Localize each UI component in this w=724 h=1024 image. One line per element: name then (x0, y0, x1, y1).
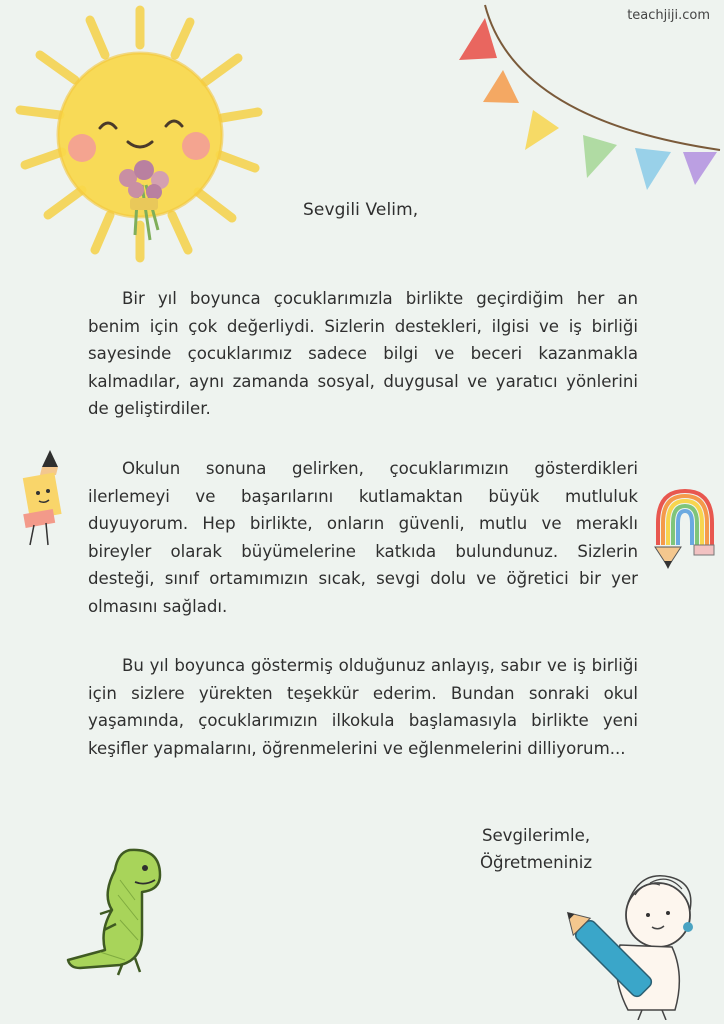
letter-paragraph-2: Okulun sonuna gelirken, çocuklarımızın gösterdikleri ilerlemeyi ve başarılarını kutlamaktan büyük mutluluk duyuyorum. Hep birlikte, onların güvenli, mutlu ve meraklı bireyler olarak büyümelerine katkıda bulundunuz. Sizlerin desteği, sınıf ortamımızın sıcak, sevgi dolu ve öğretici bir yer olmasını sağladı. (88, 459, 638, 616)
child-with-pencil-illustration (550, 865, 720, 1020)
rainbow-pencil-illustration (650, 485, 720, 575)
letter-greeting: Sevgili Velim, (303, 200, 419, 220)
pencil-character-illustration (18, 445, 68, 555)
sun-illustration (10, 0, 270, 270)
bunting-illustration (455, 0, 724, 200)
brand-watermark: teachjiji.com (627, 8, 710, 23)
dinosaur-illustration (60, 840, 175, 980)
closing-signature: Öğretmeniniz (480, 853, 593, 872)
letter-paragraph-1: Bir yıl boyunca çocuklarımızla birlikte geçirdiğim her an benim için çok değerliydi. Sizlerin destekleri, ilgisi ve iş birliği sayesinde çocuklarımız sadece bilgi ve beceri kazanmakla kalmadılar, aynı zamanda sosyal, duygusal ve yaratıcı yönlerini de geliştirdiler. (88, 289, 638, 418)
closing-line-1: Sevgilerimle, (481, 826, 591, 845)
letter-paragraph-3: Bu yıl boyunca göstermiş olduğunuz anlayış, sabır ve iş birliği için sizlere yürekten teşekkür ederim. Bundan sonraki okul yaşamında, çocuklarımızın ilkokula başlamasıyla birlikte yeni keşifler yapmalarını, öğrenmelerini ve eğlenmelerini dilliyorum... (88, 656, 638, 758)
